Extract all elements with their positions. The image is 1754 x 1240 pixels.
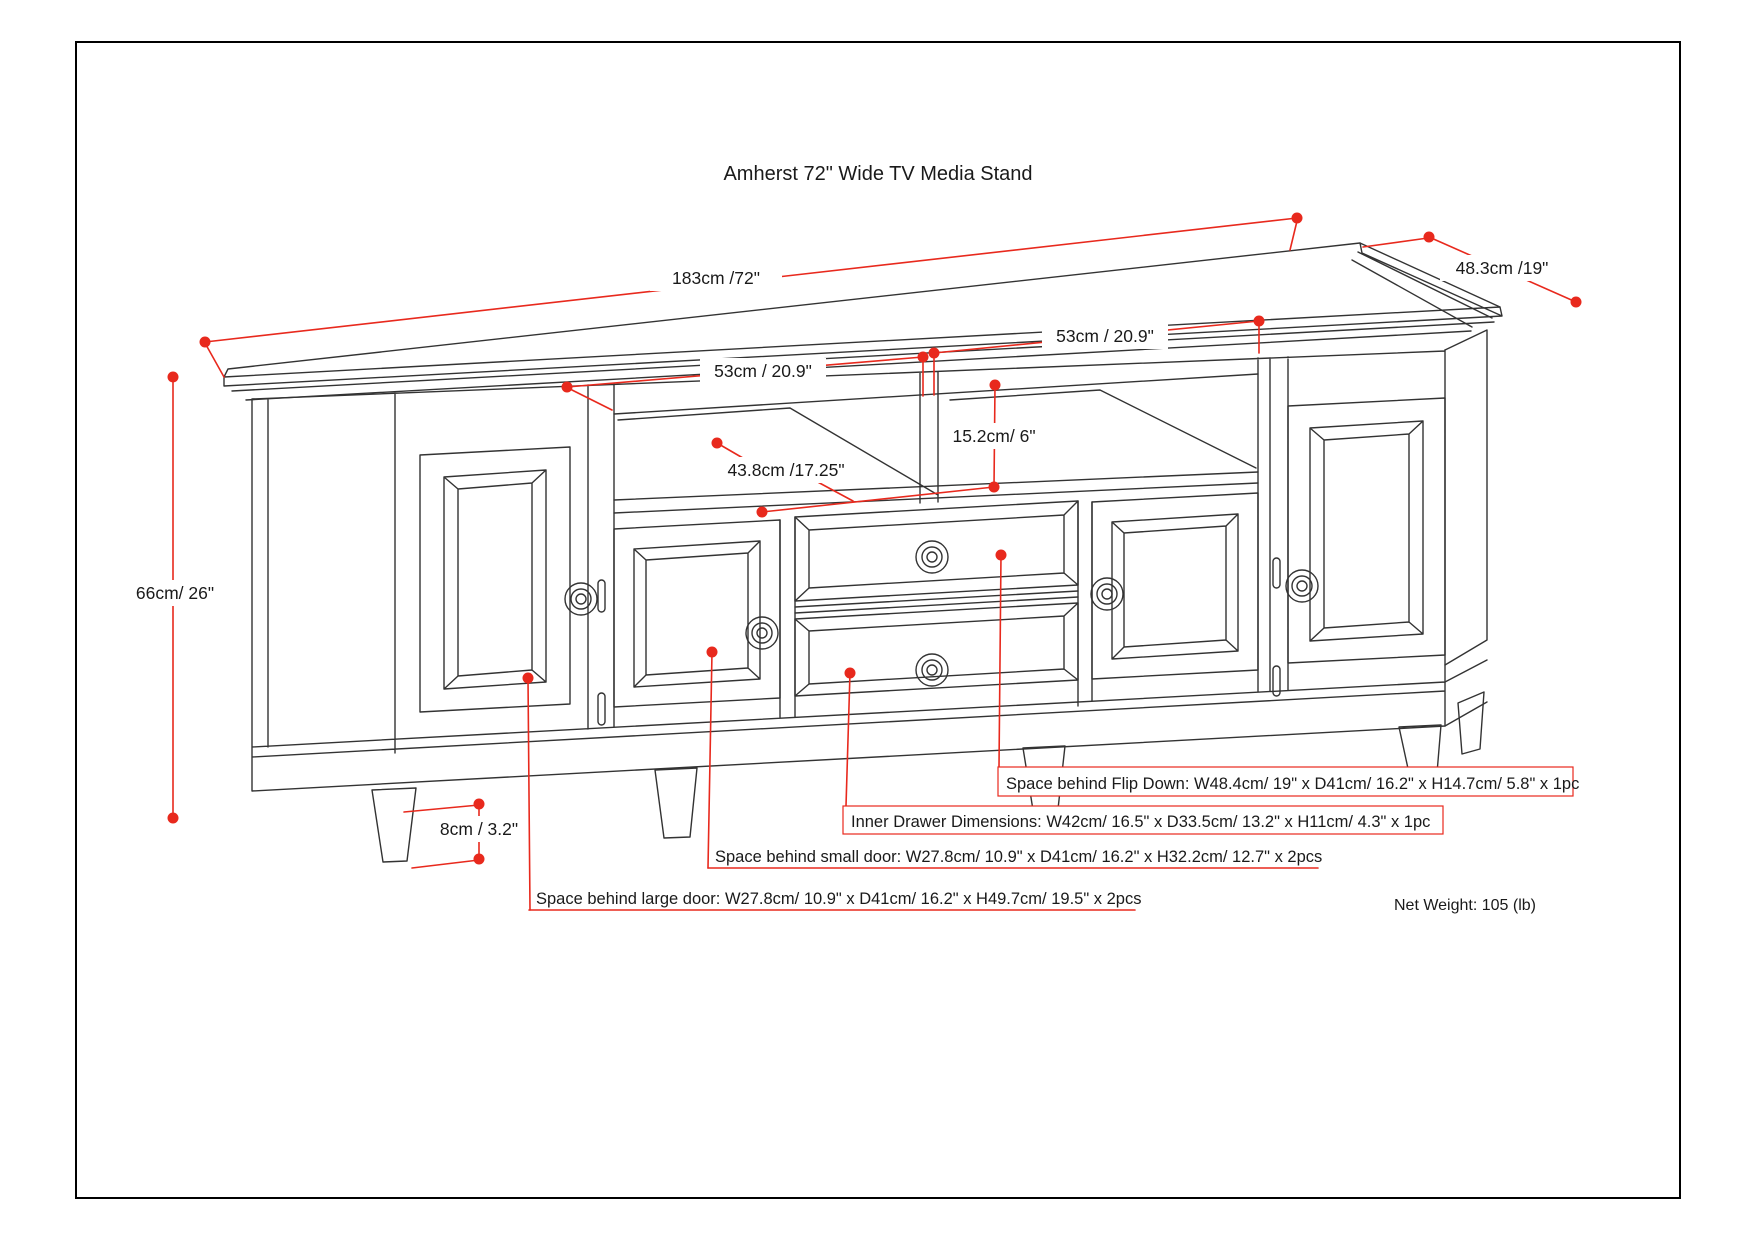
leader-small-door <box>708 652 712 868</box>
small-door-right <box>1092 493 1258 679</box>
annotation-small-door: Space behind small door: W27.8cm/ 10.9" x D41cm/ 16.2" x H32.2cm/ 12.7" x 2pcs <box>715 848 1323 866</box>
knob-small-door-left <box>746 617 778 649</box>
door-knob-icons <box>565 541 1318 686</box>
annotation-flip-down: Space behind Flip Down: W48.4cm/ 19" x D41cm/ 16.2" x H14.7cm/ 5.8" x 1pc <box>1006 775 1580 793</box>
leader-large-door <box>528 678 530 910</box>
large-door-left <box>420 447 570 712</box>
small-door-left <box>614 520 780 707</box>
dimension-lines <box>168 213 1582 911</box>
large-door-right <box>1288 398 1445 663</box>
drawer-front <box>795 603 1078 696</box>
right-side-panel <box>1445 330 1487 726</box>
annotation-large-door: Space behind large door: W27.8cm/ 10.9" x D41cm/ 16.2" x H49.7cm/ 19.5" x 2pcs <box>536 890 1142 908</box>
page-border <box>76 42 1680 1198</box>
knob-flip-down <box>916 541 948 573</box>
label-overall-width: 183cm /72" <box>672 268 760 288</box>
knob-large-door-right <box>1286 570 1318 602</box>
label-leg-height: 8cm / 3.2" <box>439 819 519 839</box>
bottom-annotations <box>536 767 1579 914</box>
open-shelf-row <box>614 374 1258 513</box>
knob-small-door-right <box>1091 578 1123 610</box>
label-shelf-depth: 43.8cm /17.25" <box>727 460 845 480</box>
page-title: Amherst 72" Wide TV Media Stand <box>723 163 1033 185</box>
knob-drawer <box>916 654 948 686</box>
hinge-icons <box>598 558 1280 725</box>
annotation-inner-drawer: Inner Drawer Dimensions: W42cm/ 16.5" x D33.5cm/ 13.2" x H11cm/ 4.3" x 1pc <box>851 813 1431 831</box>
leader-flip-down <box>999 555 1001 767</box>
annotation-net-weight: Net Weight: 105 (lb) <box>1394 897 1536 914</box>
label-overall-height: 66cm/ 26" <box>135 583 215 603</box>
label-cubby-left-width: 53cm / 20.9" <box>714 361 812 381</box>
label-cubby-height: 15.2cm/ 6" <box>952 426 1036 446</box>
label-cubby-right-width: 53cm / 20.9" <box>1056 326 1154 346</box>
label-overall-depth: 48.3cm /19" <box>1455 258 1549 278</box>
